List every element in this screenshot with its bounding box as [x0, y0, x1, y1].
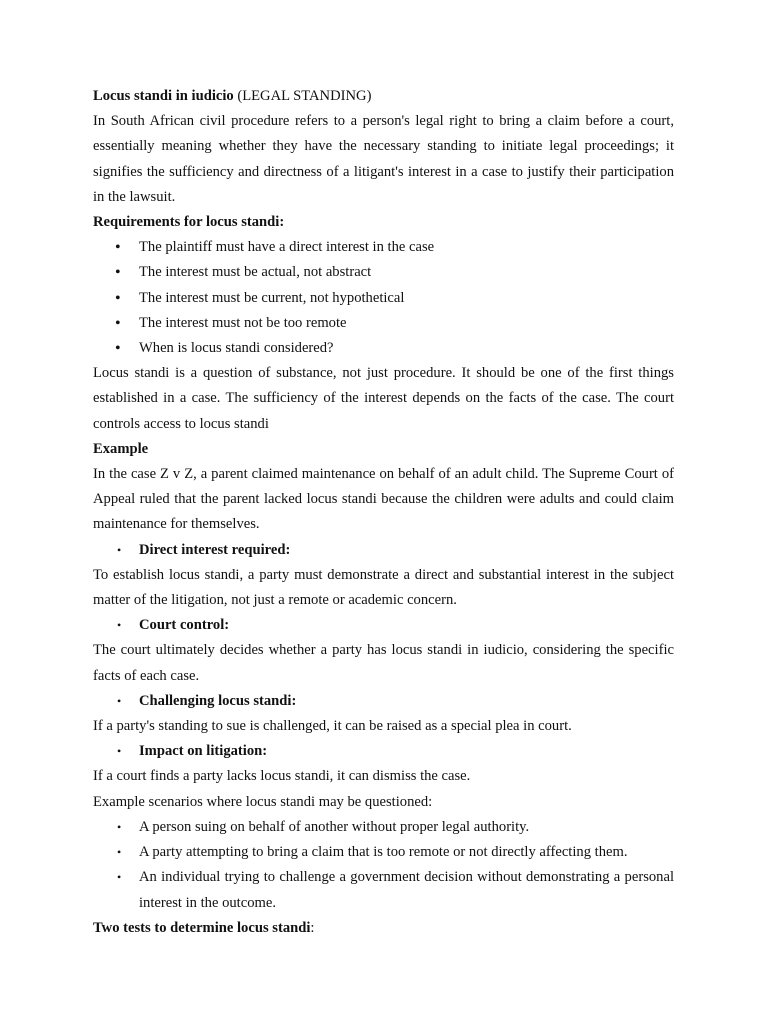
bullet-icon: •: [117, 870, 122, 885]
list-item: • When is locus standi considered?: [139, 336, 674, 361]
point-paragraph-direct-interest: To establish locus standi, a party must demonstrate a direct and substantial interest in the subject matter of the litigation, not just a remote or academic concern.: [93, 566, 674, 609]
list-item: • A person suing on behalf of another without proper legal authority.: [139, 815, 674, 840]
bullet-icon: •: [117, 693, 122, 708]
list-item: • The interest must be current, not hypothetical: [139, 286, 674, 311]
bullet-icon: •: [117, 845, 122, 860]
requirements-list: [93, 235, 674, 361]
example-heading: Example: [93, 440, 149, 457]
list-item: • The plaintiff must have a direct interest in the case: [139, 235, 674, 260]
bullet-icon: •: [117, 744, 122, 759]
bullet-icon: •: [115, 340, 121, 358]
list-item: • Impact on litigation:: [139, 739, 674, 764]
bullet-icon: •: [115, 314, 121, 332]
list-item: • Direct interest required:: [139, 538, 674, 563]
scenarios-intro: Example scenarios where locus standi may be questioned:: [93, 793, 433, 810]
bullet-icon: •: [117, 542, 122, 557]
document-title: [93, 84, 674, 109]
list-item: • Challenging locus standi:: [139, 689, 674, 714]
bullet-icon: •: [117, 819, 122, 834]
point-list-direct-interest: [93, 538, 674, 563]
requirements-heading: Requirements for locus standi:: [93, 214, 285, 231]
point-paragraph-challenging: If a party's standing to sue is challenged, it can be raised as a special plea in court.: [93, 718, 572, 735]
list-item: • A party attempting to bring a claim that is too remote or not directly affecting them.: [139, 840, 674, 865]
example-paragraph: In the case Z v Z, a parent claimed maintenance on behalf of an adult child. The Supreme Court of Appeal ruled that the parent lacked locus standi because the children were adults and could claim maintenance for themselves.: [93, 466, 674, 533]
point-list-impact: [93, 739, 674, 764]
list-item: • Court control:: [139, 613, 674, 638]
bullet-icon: •: [115, 239, 121, 257]
bullet-icon: •: [115, 264, 121, 282]
bullet-icon: •: [117, 618, 122, 633]
list-item: • An individual trying to challenge a government decision without demonstrating a personal interest in the outcome.: [139, 865, 674, 915]
scenarios-list: [93, 815, 674, 916]
two-tests-heading: Two tests to determine locus standi:: [93, 919, 315, 936]
bullet-icon: •: [115, 289, 121, 307]
list-item: • The interest must be actual, not abstract: [139, 260, 674, 285]
point-list-court-control: [93, 613, 674, 638]
list-item: • The interest must not be too remote: [139, 311, 674, 336]
point-list-challenging: [93, 689, 674, 714]
point-paragraph-court-control: The court ultimately decides whether a party has locus standi in iudicio, considering the specific facts of each case.: [93, 642, 674, 684]
substance-paragraph: Locus standi is a question of substance, not just procedure. It should be one of the first things established in a case. The sufficiency of the interest depends on the facts of the case. The court controls access to locus standi: [93, 365, 674, 432]
intro-paragraph: In South African civil procedure refers to a person's legal right to bring a claim before a court, essentially meaning whether they have the necessary standing to initiate legal proceedings; it signifies the sufficiency and directness of a litigant's interest in a case to justify their participation in the lawsuit.: [93, 113, 674, 205]
point-paragraph-impact: If a court finds a party lacks locus standi, it can dismiss the case.: [93, 768, 471, 785]
title-bold: Locus standi in iudicio: [93, 88, 234, 104]
title-rest: (LEGAL STANDING): [233, 88, 372, 104]
